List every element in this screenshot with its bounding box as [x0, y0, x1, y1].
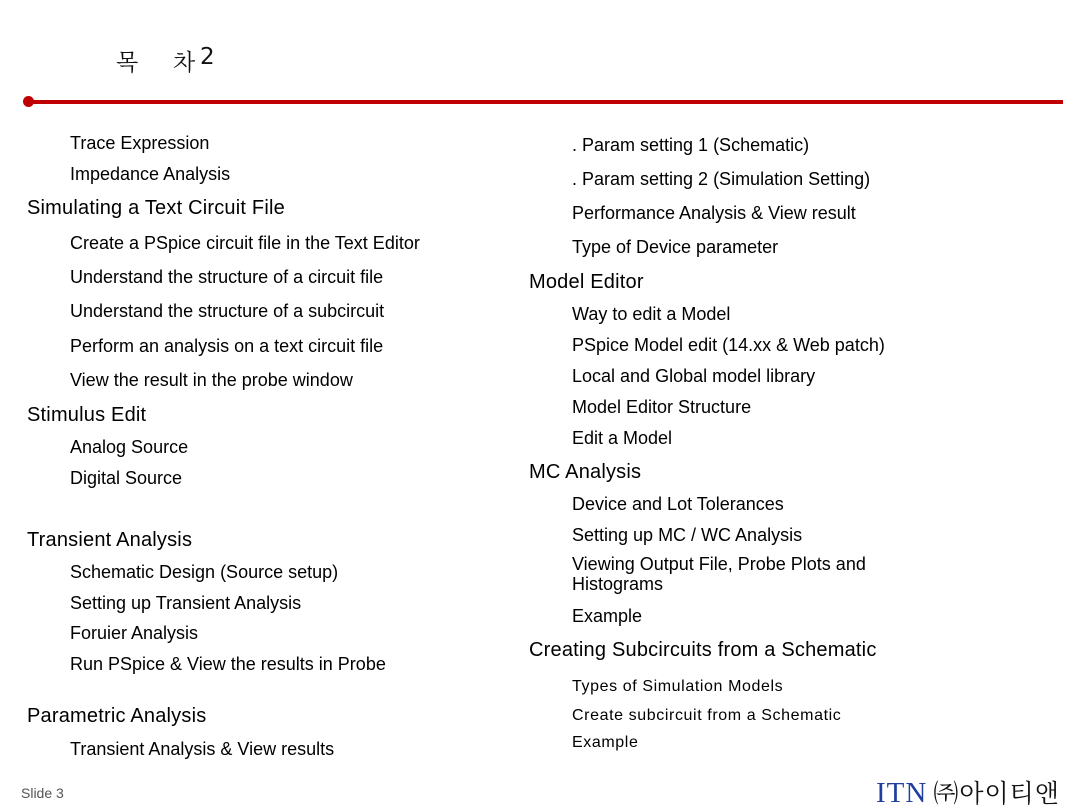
toc-item-perform-analysis: Perform an analysis on a text circuit file	[70, 336, 384, 356]
toc-item-view-result-probe: View the result in the probe window	[70, 370, 353, 390]
toc-heading-mc-analysis: MC Analysis	[529, 461, 642, 483]
toc-item-create-pspice-circuit-file: Create a PSpice circuit file in the Text Editor	[70, 233, 420, 253]
toc-heading-parametric-analysis: Parametric Analysis	[27, 705, 207, 727]
toc-item-viewing-output-file: Viewing Output File, Probe Plots and Histograms	[572, 554, 866, 594]
toc-heading-creating-subcircuits: Creating Subcircuits from a Schematic	[529, 639, 877, 661]
toc-item-device-lot-tolerances: Device and Lot Tolerances	[572, 494, 784, 514]
toc-heading-simulating-text-circuit-file: Simulating a Text Circuit File	[27, 197, 285, 219]
toc-heading-model-editor: Model Editor	[529, 271, 644, 293]
toc-item-example-mc: Example	[572, 606, 643, 626]
logo-itn-text: ITN	[876, 777, 928, 809]
toc-item-types-of-simulation-models: Types of Simulation Models	[572, 678, 784, 695]
toc-item-analog-source: Analog Source	[70, 437, 189, 457]
toc-heading-transient-analysis: Transient Analysis	[27, 529, 193, 551]
toc-item-pspice-model-edit: PSpice Model edit (14.xx & Web patch)	[572, 335, 885, 355]
toc-item-param-setting-1: . Param setting 1 (Schematic)	[572, 135, 810, 155]
toc-item-setting-up-mc-wc: Setting up MC / WC Analysis	[572, 525, 803, 545]
toc-item-run-pspice: Run PSpice & View the results in Probe	[70, 654, 386, 674]
slide-number: Slide 3	[21, 785, 64, 801]
toc-item-way-to-edit-model: Way to edit a Model	[572, 304, 731, 324]
toc-item-example-subcircuit: Example	[572, 734, 639, 751]
toc-item-impedance-analysis: Impedance Analysis	[70, 164, 231, 184]
title-number: 2	[200, 44, 215, 70]
toc-item-create-subcircuit: Create subcircuit from a Schematic	[572, 707, 842, 724]
toc-item-model-editor-structure: Model Editor Structure	[572, 397, 752, 417]
toc-item-understand-circuit-file: Understand the structure of a circuit file	[70, 267, 384, 287]
title-rule	[28, 100, 1063, 104]
toc-item-digital-source: Digital Source	[70, 468, 183, 488]
toc-item-schematic-design: Schematic Design (Source setup)	[70, 562, 339, 582]
toc-item-trace-expression: Trace Expression	[70, 133, 210, 153]
title-char-1: 목	[116, 50, 139, 76]
toc-item-type-of-device-parameter: Type of Device parameter	[572, 237, 779, 257]
toc-item-param-setting-2: . Param setting 2 (Simulation Setting)	[572, 169, 871, 189]
toc-heading-stimulus-edit: Stimulus Edit	[27, 404, 147, 426]
toc-item-understand-subcircuit: Understand the structure of a subcircuit	[70, 301, 385, 321]
toc-item-transient-view-results: Transient Analysis & View results	[70, 739, 335, 759]
title-rule-dot	[23, 96, 34, 107]
logo-korean-text: ㈜아이티앤	[933, 779, 1060, 808]
toc-item-performance-analysis: Performance Analysis & View result	[572, 203, 856, 223]
title-char-2: 차	[173, 50, 196, 76]
toc-item-foruier-analysis: Foruier Analysis	[70, 623, 199, 643]
toc-item-edit-a-model: Edit a Model	[572, 428, 673, 448]
toc-item-local-global-library: Local and Global model library	[572, 366, 816, 386]
company-logo	[876, 774, 1060, 810]
toc-item-setting-up-transient: Setting up Transient Analysis	[70, 593, 302, 613]
